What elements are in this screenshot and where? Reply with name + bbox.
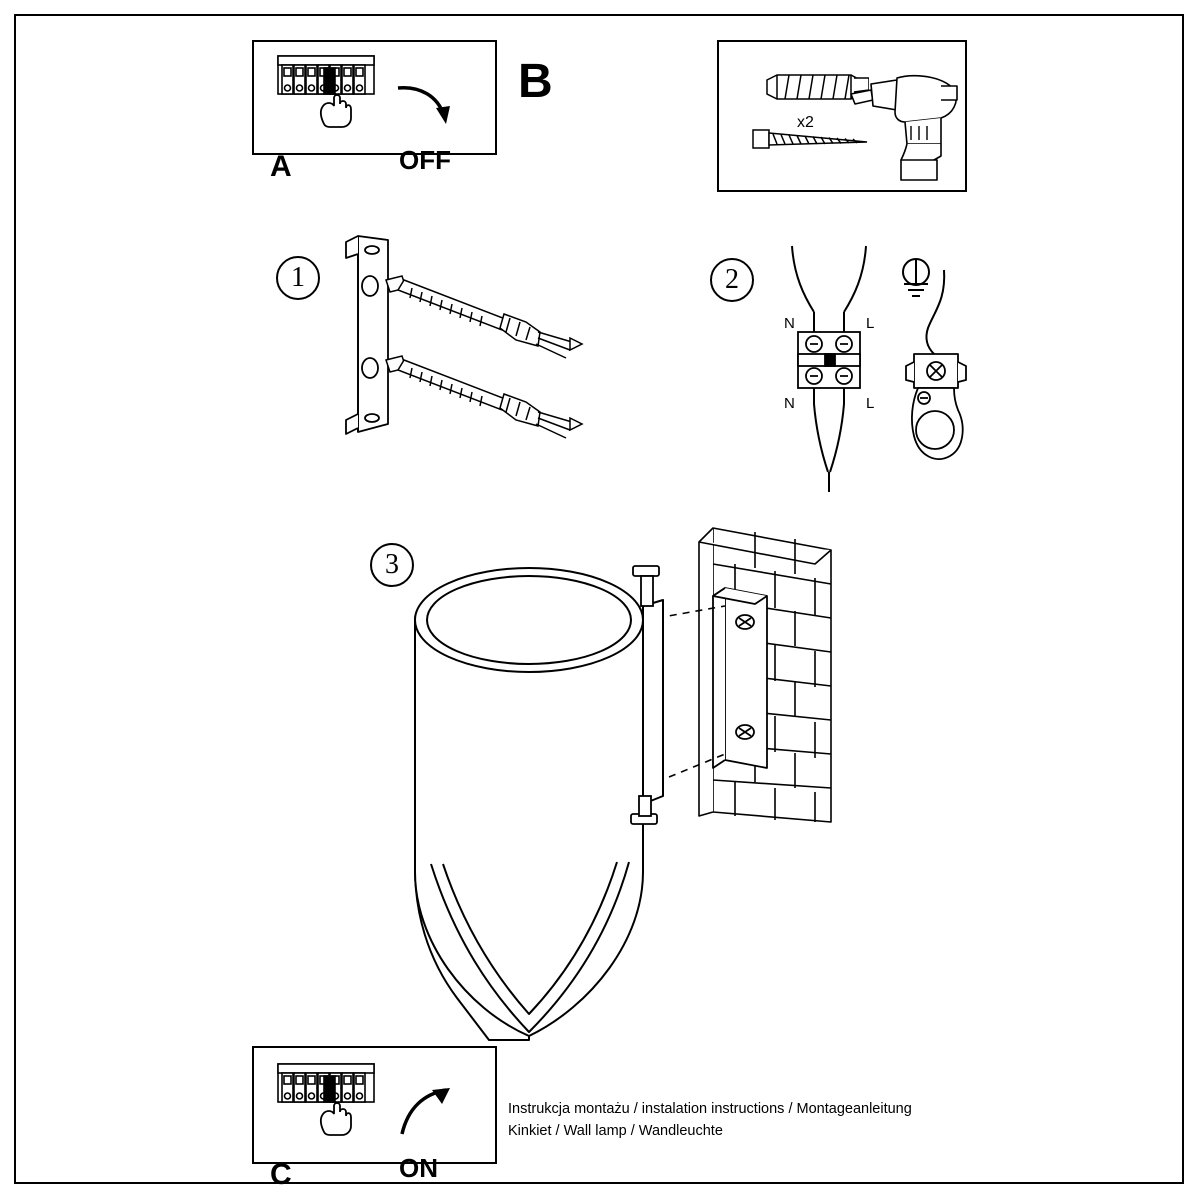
panel-b-quantity: x2 bbox=[797, 114, 814, 131]
step-2-number bbox=[710, 258, 754, 302]
power-drill-icon bbox=[845, 60, 965, 182]
circuit-breaker-on-icon bbox=[268, 1056, 388, 1136]
footer-line-2: Kinkiet / Wall lamp / Wandleuchte bbox=[508, 1123, 723, 1139]
step-1-number bbox=[276, 256, 320, 300]
earth-ground-connector-icon bbox=[888, 250, 988, 480]
svg-text:N: N bbox=[784, 315, 795, 332]
footer-text bbox=[508, 1098, 988, 1142]
panel-a bbox=[252, 40, 497, 183]
step-2-number-text: 2 bbox=[725, 264, 739, 295]
cylindrical-wall-lamp-on-bracket-icon bbox=[395, 520, 865, 1060]
arrow-down-icon bbox=[394, 82, 454, 132]
svg-text:N: N bbox=[784, 395, 795, 412]
circuit-breaker-off-icon bbox=[268, 48, 388, 128]
panel-b-letter: B bbox=[518, 55, 553, 108]
panel-c-letter: C bbox=[270, 1158, 292, 1191]
panel-b bbox=[717, 40, 967, 192]
panel-c-action-label: ON bbox=[399, 1153, 438, 1183]
panel-a-letter: A bbox=[270, 150, 292, 183]
panel-c bbox=[252, 1046, 497, 1191]
bracket-with-screws-and-plugs-icon bbox=[340, 228, 630, 450]
step-1-number-text: 1 bbox=[291, 262, 305, 293]
svg-text:L: L bbox=[866, 315, 875, 332]
terminal-block-wiring-icon bbox=[770, 228, 890, 498]
step-3-number-text: 3 bbox=[385, 549, 399, 580]
panel-a-action-label: OFF bbox=[399, 145, 451, 175]
footer-line-1: Instrukcja montażu / instalation instructions / Montageanleitung bbox=[508, 1101, 912, 1117]
arrow-up-icon bbox=[394, 1088, 454, 1140]
svg-text:L: L bbox=[866, 395, 875, 412]
